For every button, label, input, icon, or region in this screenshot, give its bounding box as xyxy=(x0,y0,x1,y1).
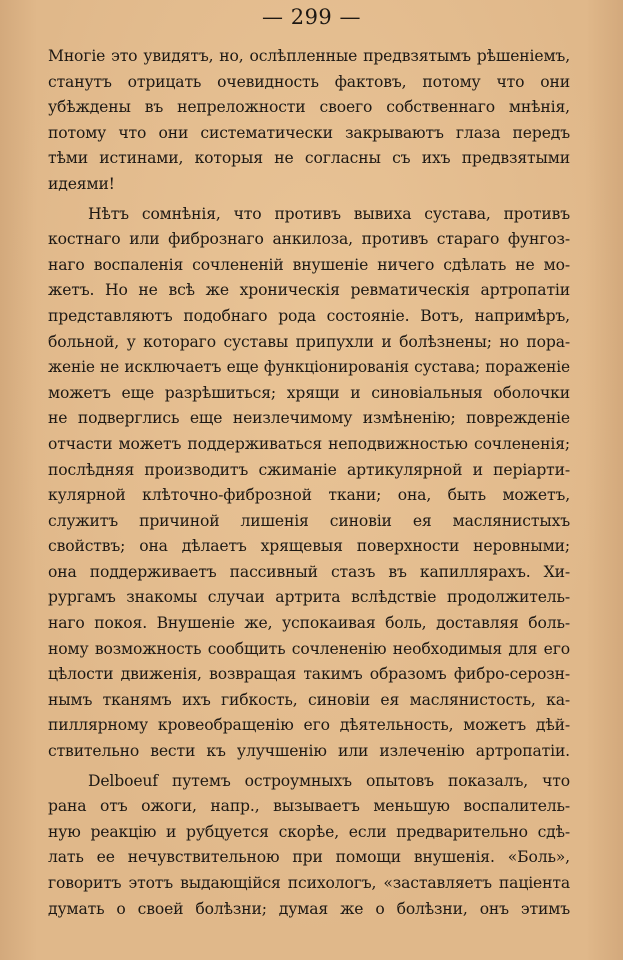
paragraph-1 xyxy=(48,44,570,198)
text-line: костнаго или фибрознаго анкилоза, противъ стараго фунгоз- xyxy=(48,230,570,249)
page-number: — 299 — xyxy=(262,5,361,29)
text-line: ствительно вести къ улучшенію или излеченію артропатіи. xyxy=(48,742,570,761)
text-line: не подверглись еще неизлечимому измѣненію; поврежденіе xyxy=(48,409,570,428)
text-line: рана отъ ожоги, напр., вызываетъ меньшую воспалитель- xyxy=(48,797,570,816)
text-line: женіе не исключаетъ еще функціонированія сустава; пораженіе xyxy=(48,358,570,377)
text-line: ному возможность сообщить сочлененію необходимыя для его xyxy=(48,639,570,658)
body-text xyxy=(48,44,570,922)
text-line: нымъ тканямъ ихъ гибкость, синовіи ея маслянистость, ка- xyxy=(48,690,570,709)
text-line: цѣлости движенія, возвращая такимъ образомъ фибро-серозн- xyxy=(48,665,570,684)
text-line: отчасти можетъ поддерживаться неподвижностью сочлененія; xyxy=(48,434,570,453)
text-line: она поддерживаетъ пассивный стазъ въ капиллярахъ. Хи- xyxy=(48,562,570,581)
text-line: наго покоя. Внушеніе же, успокаивая боль, доставляя боль- xyxy=(48,614,570,633)
text-line: идеями! xyxy=(48,174,115,193)
text-line: тѣми истинами, которыя не согласны съ ихъ предвзятыми xyxy=(48,149,570,168)
paragraph-3 xyxy=(48,769,570,923)
text-line: представляютъ подобнаго рода состояніе. Вотъ, напримѣръ, xyxy=(48,306,570,325)
text-line: можетъ еще разрѣшиться; хрящи и синовіальныя оболочки xyxy=(48,383,570,402)
text-line: говоритъ этотъ выдающійся психологъ, «заставляетъ пацiента xyxy=(48,874,570,892)
text-line: свойствъ; она дѣлаетъ хрящевыя поверхности неровными; xyxy=(48,537,570,556)
text-line: лать ее нечувствительною при помощи внушенія. «Боль», xyxy=(48,848,570,867)
text-line: Delboeuf путемъ остроумныхъ опытовъ показалъ, что xyxy=(88,771,570,790)
text-line: послѣдняя производитъ сжиманіе артикулярной и періарти- xyxy=(48,460,570,479)
text-line: жетъ. Но не всѣ же хроническія ревматическія артропатіи xyxy=(48,281,570,300)
text-line: Многіе это увидятъ, но, ослѣпленные предвзятымъ рѣшеніемъ, xyxy=(48,47,570,65)
text-line: пиллярному кровеобращенію его дѣятельность, можетъ дѣй- xyxy=(48,716,570,735)
text-line: наго воспаленія сочлененій внушеніе ничего сдѣлать не мо- xyxy=(48,255,570,274)
paragraph-2 xyxy=(48,202,570,765)
text-line: ную реакцію и рубцуется скорѣе, если предварительно сдѣ- xyxy=(48,822,570,841)
text-line: служитъ причиной лишенія синовіи ея маслянистыхъ xyxy=(48,511,570,530)
text-line: кулярной клѣточно-фиброзной ткани; она, быть можетъ, xyxy=(48,486,570,505)
text-line: убѣждены въ непреложности своего собственнаго мнѣнія, xyxy=(48,98,570,117)
text-line: станутъ отрицать очевидность фактовъ, потому что они xyxy=(48,72,570,91)
text-line: думать о своей болѣзни; думая же о болѣзни, онъ этимъ xyxy=(48,899,570,918)
text-line: рургамъ знакомы случаи артрита вслѣдствіе продолжитель- xyxy=(48,588,570,607)
text-line: потому что они систематически закрываютъ глаза передъ xyxy=(48,123,570,142)
text-line: Нѣтъ сомнѣнія, что противъ вывиха сустава, противъ xyxy=(88,204,570,223)
text-line: больной, у котораго суставы припухли и болѣзнены; но пора- xyxy=(48,332,570,351)
